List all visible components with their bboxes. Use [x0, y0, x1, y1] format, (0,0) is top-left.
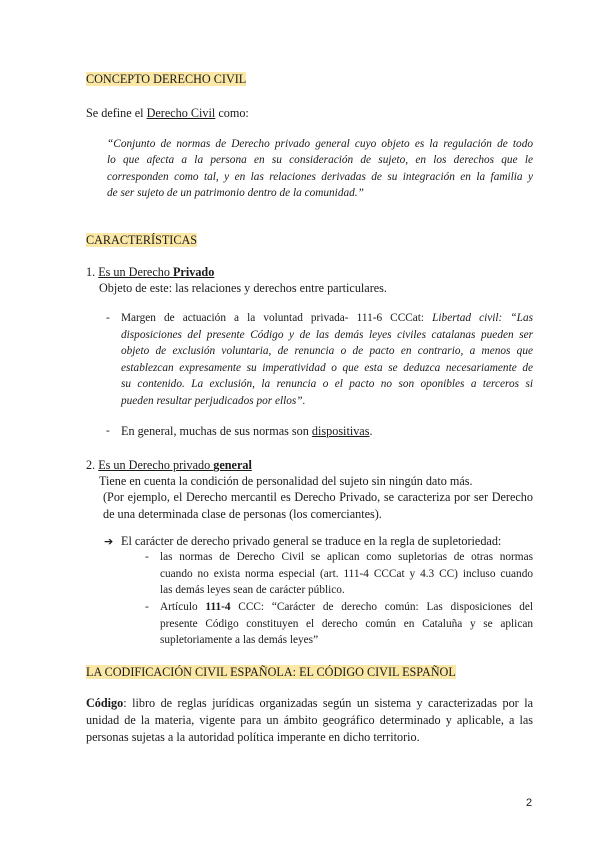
- arrow-item-text: El carácter de derecho privado general se traduce en la regla de supletoriedad:: [121, 534, 502, 548]
- bullet-margen-actuacion: Margen de actuación a la voluntad privada- 111-6 CCCat: Libertad civil: “Las disposiciones del presente Código y de las demás leyes civiles catalanas pueden ser objeto de exclusión voluntaria, de renuncia o de pacto en contrario, a menos que establezcan expresamente su imperatividad o que esta se deduzca necesariamente de su contenido. La exclusión, la renuncia o el pacto no son oponibles a terceros si pueden resultar perjudicados por ellos”.: [121, 312, 533, 407]
- codigo-definition: Código: libro de reglas jurídicas organizadas según un sistema y caracterizadas por la unidad de la materia, vigente para un ámbito geográfico determinado y aplicable, a las personas sujetas a la autoridad política imperante en dicho territorio.: [86, 696, 533, 744]
- codigo-term: Código: [86, 696, 124, 710]
- item-1-title: 1. Es un Derecho Privado: [86, 265, 215, 279]
- heading-codificacion: [86, 664, 456, 681]
- dash-bullet: -: [106, 425, 110, 437]
- derecho-civil-term: Derecho Civil: [146, 106, 216, 120]
- item-2-title: 2. Es un Derecho privado general: [86, 458, 252, 472]
- bullet-dispositivas: En general, muchas de sus normas son dispositivas.: [121, 424, 373, 438]
- heading-concepto: [86, 71, 246, 88]
- definition-quote: “Conjunto de normas de Derecho privado general cuyo objeto es la regulación de todo lo que afecta a la persona en su consideración de sujeto, en los derechos que le corresponden como tal, y en las relaciones derivadas de su integración en la familia y de ser sujeto de un patrimonio dentro de la comunidad.”: [107, 138, 533, 199]
- page-number: 2: [526, 797, 533, 809]
- dash-bullet: -: [145, 601, 149, 613]
- sub-bullet-supletorias: las normas de Derecho Civil se aplican como supletorias de otras normas cuando no exista norma especial (art. 111-4 CCCat y 4.3 CC) incluso cuando las demás leyes sean de carácter público.: [160, 551, 533, 596]
- item-2-desc: Tiene en cuenta la condición de personalidad del sujeto sin ningún dato más.: [99, 474, 473, 488]
- arrow-icon: ➔: [104, 535, 114, 548]
- heading-codificacion-text: LA CODIFICACIÓN CIVIL ESPAÑOLA: EL CÓDIGO CIVIL ESPAÑOL: [86, 665, 456, 679]
- item-2-example: (Por ejemplo, el Derecho mercantil es Derecho Privado, se caracteriza por ser Derecho de una determinada clase de personas (los comerciantes).: [103, 490, 533, 521]
- dash-bullet: -: [106, 312, 110, 324]
- heading-caracteristicas-text: CARACTERÍSTICAS: [86, 233, 198, 247]
- item-1-desc: Objeto de este: las relaciones y derechos entre particulares.: [99, 281, 387, 295]
- sub-bullet-articulo: Artículo 111-4 CCC: “Carácter de derecho común: Las disposiciones del presente Código constituyen el derecho común en Cataluña y se aplican supletoriamente a las demás leyes”: [160, 601, 533, 646]
- heading-concepto-text: CONCEPTO DERECHO CIVIL: [86, 72, 247, 86]
- dash-bullet: -: [145, 551, 149, 563]
- definition-intro: Se define el Derecho Civil como:: [86, 106, 249, 120]
- dispositivas-term: dispositivas: [311, 424, 370, 438]
- heading-caracteristicas: [86, 232, 197, 249]
